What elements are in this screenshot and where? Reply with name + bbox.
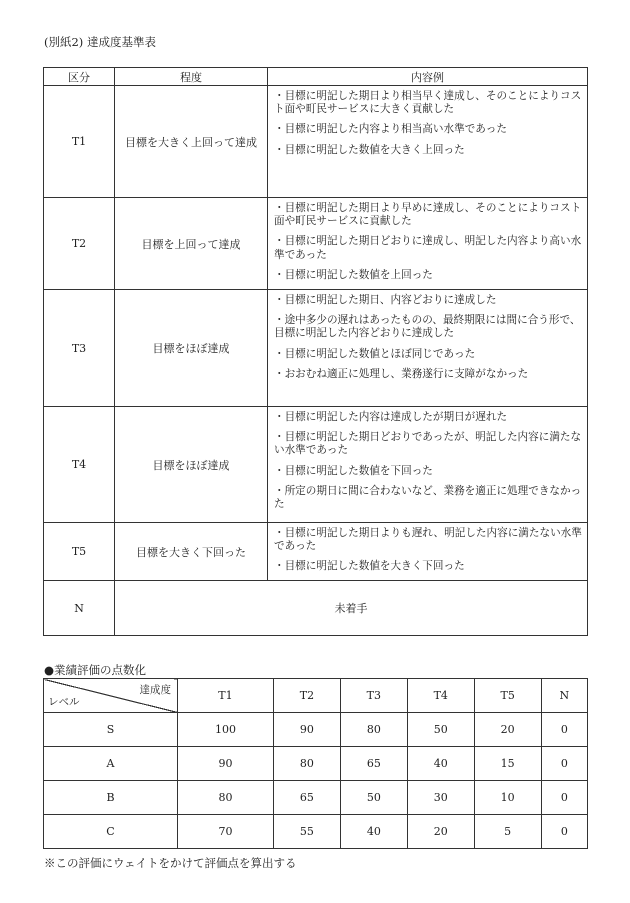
category-cell: T2 [44,198,115,290]
corner-label-level: レベル [48,696,80,708]
score-cell: 15 [474,747,541,781]
score-row-c [44,815,588,849]
category-cell: T4 [44,407,115,523]
score-cell: 5 [474,815,541,849]
score-table [43,678,588,849]
footnote: ※この評価にウェイトをかけて評価点を算出する [44,856,297,870]
level-cell: S [44,713,178,747]
content-item: ・目標に明記した数値とほぼ同じであった [274,347,476,360]
content-cell [268,523,588,581]
score-section-title: ●業績評価の点数化 [44,663,147,677]
level-cell: C [44,815,178,849]
column-header: T1 [178,679,274,713]
header-content: 内容例 [268,68,588,86]
score-row-a [44,747,588,781]
score-cell: 80 [340,713,407,747]
content-item: ・目標に明記した期日どおりに達成し、明記した内容より高い水準であった [274,235,582,261]
content-cell [268,198,588,290]
score-cell: 40 [407,747,474,781]
score-cell: 40 [340,815,407,849]
score-cell: 100 [178,713,274,747]
score-cell: 70 [178,815,274,849]
content-item: ・目標に明記した内容より相当高い水準であった [274,123,507,136]
score-cell: 0 [541,815,587,849]
category-cell: N [44,581,115,636]
content-cell [268,407,588,523]
score-cell: 0 [541,713,587,747]
score-cell: 50 [340,781,407,815]
score-row-s [44,713,588,747]
column-header: N [541,679,587,713]
criteria-row-t1 [44,86,588,198]
content-item: ・目標に明記した数値を大きく上回った [274,143,465,156]
corner-diagonal-cell [44,679,178,713]
category-cell: T5 [44,523,115,581]
category-cell: T3 [44,290,115,407]
column-header: T4 [407,679,474,713]
content-item: ・目標に明記した数値を下回った [274,464,433,477]
score-cell: 90 [178,747,274,781]
column-header: T5 [474,679,541,713]
degree-cell: 目標をほぼ達成 [115,407,268,523]
content-cell [268,290,588,407]
column-header: T3 [340,679,407,713]
corner-label-achievement: 達成度 [139,684,171,696]
score-cell: 55 [273,815,340,849]
degree-cell: 目標をほぼ達成 [115,290,268,407]
degree-cell: 目標を大きく上回って達成 [115,86,268,198]
score-cell: 0 [541,747,587,781]
criteria-row-t3 [44,290,588,407]
criteria-table [43,67,588,636]
score-cell: 65 [273,781,340,815]
level-cell: B [44,781,178,815]
header-degree: 程度 [115,68,268,86]
score-cell: 20 [474,713,541,747]
content-item: ・所定の期日に間に合わないなど、業務を適正に処理できなかった [274,484,582,511]
score-cell: 20 [407,815,474,849]
score-cell: 50 [407,713,474,747]
content-item: ・目標に明記した期日より相当早く達成し、そのことによりコスト面や町民サービスに大きく貢献した [274,90,582,116]
column-header: T2 [273,679,340,713]
header-category: 区分 [44,68,115,86]
score-row-b [44,781,588,815]
score-cell: 30 [407,781,474,815]
content-cell [268,86,588,198]
score-cell: 65 [340,747,407,781]
criteria-row-t5 [44,523,588,581]
content-item: ・目標に明記した内容は達成したが期日が遅れた [274,411,508,423]
score-cell: 10 [474,781,541,815]
content-item: ・目標に明記した期日どおりであったが、明記した内容に満たない水準であった [274,431,582,457]
criteria-row-t2 [44,198,588,290]
degree-cell: 目標を上回って達成 [115,198,268,290]
category-cell: T1 [44,86,115,198]
level-cell: A [44,747,178,781]
content-item: ・目標に明記した期日より早めに達成し、そのことによりコスト面や町民サービスに貢献した [274,202,582,228]
content-item: ・途中多少の遅れはあったものの、最終期限には間に合う形で、目標に明記した内容どおりに達成した [274,314,581,340]
degree-cell: 目標を大きく下回った [115,523,268,581]
content-item: ・目標に明記した数値を上回った [274,268,433,281]
document-title: (別紙2) 達成度基準表 [44,35,156,49]
content-item: ・目標に明記した期日、内容どおりに達成した [274,294,497,306]
criteria-row-n [44,581,588,636]
not-started-cell: 未着手 [115,581,588,636]
score-cell: 0 [541,781,587,815]
score-cell: 80 [273,747,340,781]
score-cell: 90 [273,713,340,747]
content-item: ・目標に明記した数値を大きく下回った [274,560,465,573]
content-item: ・おおむね適正に処理し、業務遂行に支障がなかった [274,367,529,380]
score-cell: 80 [178,781,274,815]
content-item: ・目標に明記した期日よりも遅れ、明記した内容に満たない水準であった [274,527,582,553]
score-header-row [44,679,588,713]
criteria-header-row [44,68,588,86]
criteria-row-t4 [44,407,588,523]
